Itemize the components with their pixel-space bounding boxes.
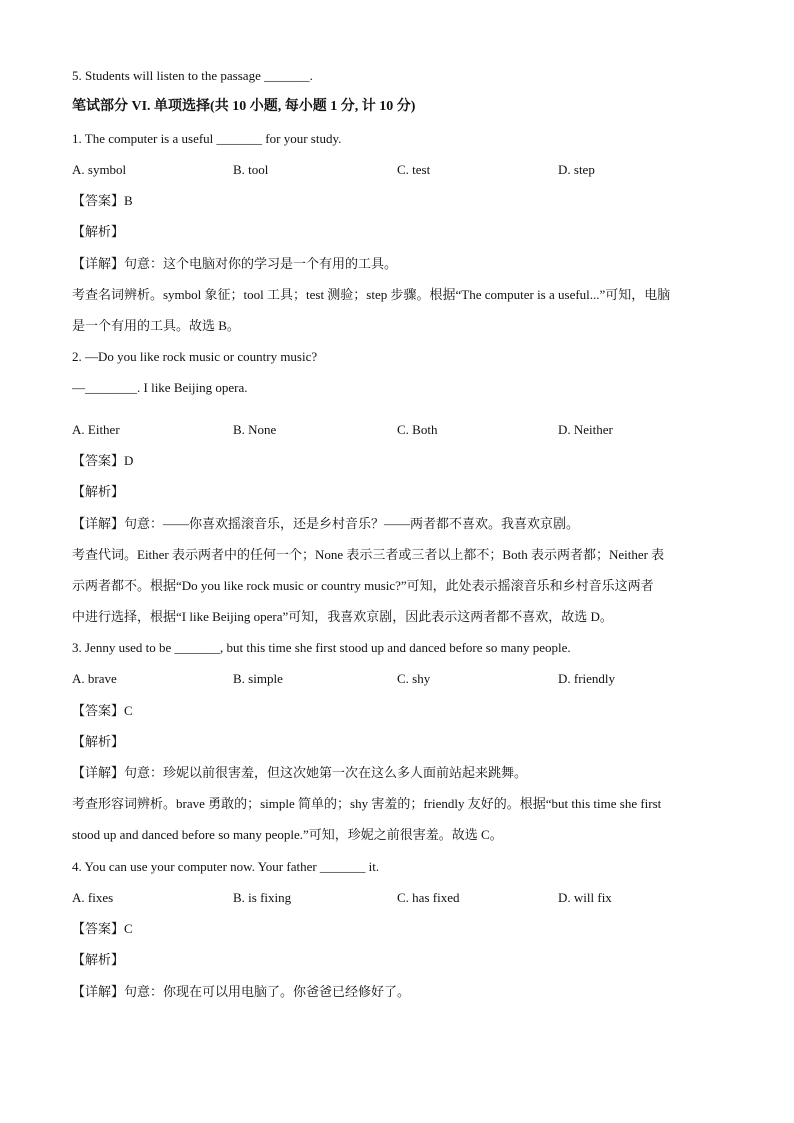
q1-option-d: D. step: [558, 162, 595, 177]
q2-option-d: D. Neither: [558, 422, 613, 437]
q1-analysis-label: 【解析】: [72, 224, 125, 239]
q4-option-d: D. will fix: [558, 890, 612, 905]
q2-explanation-line-1: 考查代词。Either 表示两者中的任何一个；None 表示三者或三者以上都不；Both 表示两者都；Neither 表: [72, 547, 665, 562]
question-3: 3. Jenny used to be _______, but this time she first stood up and danced before so many people.: [72, 640, 571, 655]
q3-explanation-line-2: stood up and danced before so many people.”可知，珍妮之前很害羞。故选 C。: [72, 827, 503, 842]
section-heading: 笔试部分 VI. 单项选择(共 10 小题, 每小题 1 分, 计 10 分): [72, 99, 416, 114]
q4-answer: 【答案】C: [72, 921, 133, 936]
q1-detail: 【详解】句意：这个电脑对你的学习是一个有用的工具。: [72, 256, 398, 271]
question-2: 2. —Do you like rock music or country music?: [72, 349, 318, 364]
q4-detail: 【详解】句意：你现在可以用电脑了。你爸爸已经修好了。: [72, 984, 411, 999]
q1-explanation-line-1: 考查名词辨析。symbol 象征；tool 工具；test 测验；step 步骤。根据“The computer is a useful...”可知，电脑: [72, 287, 671, 302]
q1-option-c: C. test: [397, 162, 431, 177]
q2-option-c: C. Both: [397, 422, 438, 437]
q1-option-b: B. tool: [233, 162, 269, 177]
q4-option-b: B. is fixing: [233, 890, 292, 905]
q3-option-c: C. shy: [397, 671, 431, 686]
q4-option-c: C. has fixed: [397, 890, 460, 905]
q2-analysis-label: 【解析】: [72, 484, 125, 499]
q2-explanation-line-2: 示两者都不。根据“Do you like rock music or country music?”可知，此处表示摇滚音乐和乡村音乐这两者: [72, 578, 654, 593]
q3-option-a: A. brave: [72, 671, 117, 686]
q3-option-d: D. friendly: [558, 671, 616, 686]
q3-explanation-line-1: 考查形容词辨析。brave 勇敢的；simple 简单的；shy 害羞的；friendly 友好的。根据“but this time she first: [72, 796, 662, 811]
q3-analysis-label: 【解析】: [72, 734, 125, 749]
q3-detail: 【详解】句意：珍妮以前很害羞，但这次她第一次在这么多人面前站起来跳舞。: [72, 765, 528, 780]
q4-option-a: A. fixes: [72, 890, 114, 905]
q1-explanation-line-2: 是一个有用的工具。故选 B。: [72, 318, 240, 333]
q2-answer: 【答案】D: [72, 453, 134, 468]
q2-option-b: B. None: [233, 422, 277, 437]
q2-detail: 【详解】句意：——你喜欢摇滚音乐，还是乡村音乐？——两者都不喜欢。我喜欢京剧。: [72, 516, 580, 531]
q2-explanation-line-3: 中进行选择，根据“I like Beijing opera”可知，我喜欢京剧，因此表示这两者都不喜欢，故选 D。: [72, 609, 613, 624]
q1-answer: 【答案】B: [72, 193, 133, 208]
question-1: 1. The computer is a useful _______ for your study.: [72, 131, 342, 146]
q4-analysis-label: 【解析】: [72, 952, 125, 967]
q3-answer: 【答案】C: [72, 703, 133, 718]
question-4: 4. You can use your computer now. Your father _______ it.: [72, 859, 380, 874]
q3-option-b: B. simple: [233, 671, 283, 686]
q5-previous-question: 5. Students will listen to the passage _______.: [72, 68, 313, 83]
q1-option-a: A. symbol: [72, 162, 127, 177]
question-2-response: —________. I like Beijing opera.: [72, 380, 248, 395]
q2-option-a: A. Either: [72, 422, 120, 437]
